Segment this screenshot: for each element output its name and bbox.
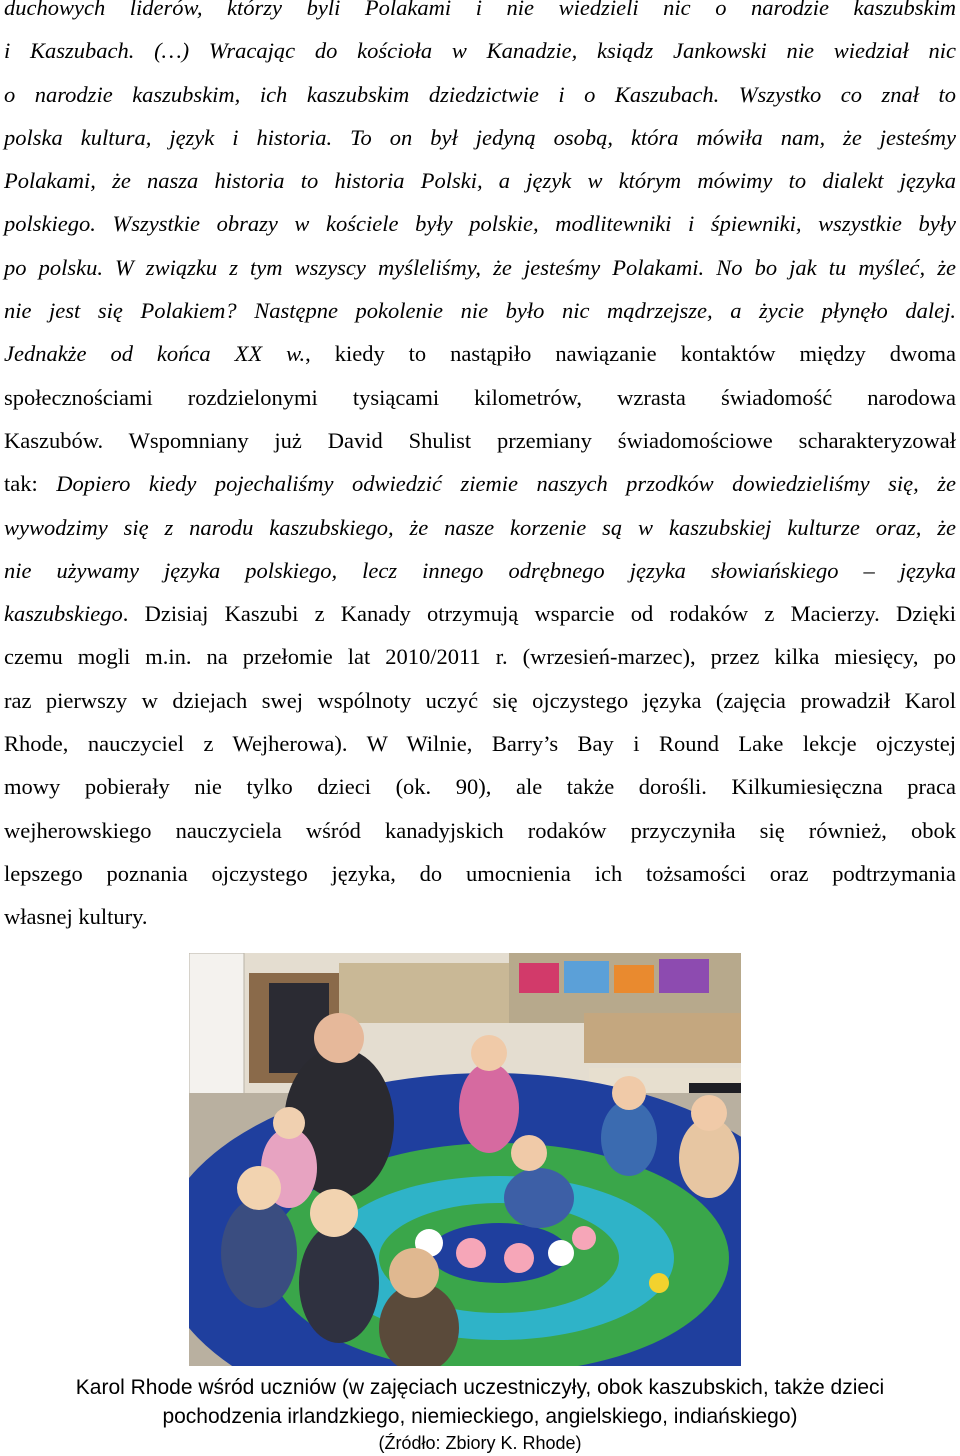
text-run: polska kultura, język i historia. To on był jedyną osobą, która mówiła nam, że jesteśmy [4,124,956,150]
text-run: po polsku. W związku z tym wszyscy myśleliśmy, że jesteśmy Polakami. No bo jak tu myśleć, że [4,254,956,280]
text-run: Dopiero kiedy pojechaliśmy odwiedzić ziemie naszych przodków dowiedzieliśmy się, że [56,471,956,497]
paragraph-line [4,506,956,549]
body-paragraph [4,0,956,939]
paragraph-line [4,29,956,72]
paragraph-line [4,246,956,289]
text-run: tak: [4,471,57,497]
paragraph-line [4,765,956,808]
text-run: lepszego poznania ojczystego języka, do umocnienia ich tożsamości oraz podtrzymania [4,860,956,886]
text-run: duchowych liderów, którzy byli Polakami i nie wiedzieli nic o narodzie kaszubskim [4,0,956,20]
text-run: wejherowskiego nauczyciela wśród kanadyjskich rodaków przyczyniła się również, obok [4,817,956,843]
paragraph-line [4,159,956,202]
text-run: Jednakże od końca XX w. [4,341,306,367]
text-run: , kiedy to nastąpiło nawiązanie kontaktów między dwoma [305,341,956,367]
paragraph-line [4,419,956,462]
paragraph-line [4,679,956,722]
paragraph-line [4,635,956,678]
text-run: nie używamy języka polskiego, lecz innego odrębnego języka słowiańskiego – języka [4,557,956,583]
paragraph-line [4,462,956,505]
paragraph-line [4,332,956,375]
classroom-photo [189,953,741,1366]
text-run: wywodzimy się z narodu kaszubskiego, że nasze korzenie są w kaszubskiej kulturze oraz, że [4,514,956,540]
text-run: . Dzisiaj Kaszubi z Kanady otrzymują wsparcie od rodaków z Macierzy. Dzięki [122,601,956,627]
text-run: polskiego. [4,211,96,237]
classroom-photo-illustration [189,953,741,1366]
paragraph-line [4,376,956,419]
paragraph-line [4,549,956,592]
paragraph-line [4,116,956,159]
text-run: Wszystkie obrazy w kościele były polskie, modlitewniki i śpiewniki, wszystkie były [95,211,956,237]
paragraph-line [4,852,956,895]
text-run: mowy pobierały nie tylko dzieci (ok. 90), ale także dorośli. Kilkumiesięczna praca [4,774,956,800]
text-run: czemu mogli m.in. na przełomie lat 2010/2011 r. (wrzesień-marzec), przez kilka miesięcy, po [4,644,956,670]
text-run: nie jest się Polakiem? Następne pokolenie nie było nic mądrzejsze, a życie płynęło dalej. [4,298,956,324]
text-run: Rhode, nauczyciel z Wejherowa). W Wilnie, Barry’s Bay i Round Lake lekcje ojczystej [4,731,956,757]
text-run: społecznościami rozdzielonymi tysiącami kilometrów, wzrasta świadomość narodowa [4,384,956,410]
paragraph-line [4,722,956,765]
text-run: raz pierwszy w dziejach swej wspólnoty uczyć się ojczystego języka (zajęcia prowadził Karol [4,687,956,713]
text-run: własnej kultury. [4,904,148,930]
paragraph-line [4,0,956,29]
paragraph-line [4,592,956,635]
paragraph-line [4,895,956,938]
paragraph-line [4,809,956,852]
photo-caption-continued: pochodzenia irlandzkiego, niemieckiego, angielskiego, indiańskiego) [162,1405,798,1428]
text-run: i Kaszubach. (…) Wracając do kościoła w Kanadzie, ksiądz Jankowski nie wiedział nic [4,38,956,64]
paragraph-line [4,289,956,332]
text-run: o narodzie kaszubskim, ich kaszubskim dziedzictwie i o Kaszubach. Wszystko co znał to [4,81,956,107]
photo-source: (Źródło: Zbiory K. Rhode) [378,1433,582,1453]
paragraph-line [4,202,956,245]
text-run: Kaszubów. Wspomniany już David Shulist przemiany świadomościowe scharakteryzował [4,427,956,453]
text-run: kaszubskiego [4,601,123,627]
paragraph-line [4,73,956,116]
text-run: Polakami, że nasza historia to historia Polski, a język w którym mówimy to dialekt języka [4,168,956,194]
photo-caption: Karol Rhode wśród uczniów (w zajęciach uczestniczyły, obok kaszubskich, także dzieci [75,1376,885,1399]
